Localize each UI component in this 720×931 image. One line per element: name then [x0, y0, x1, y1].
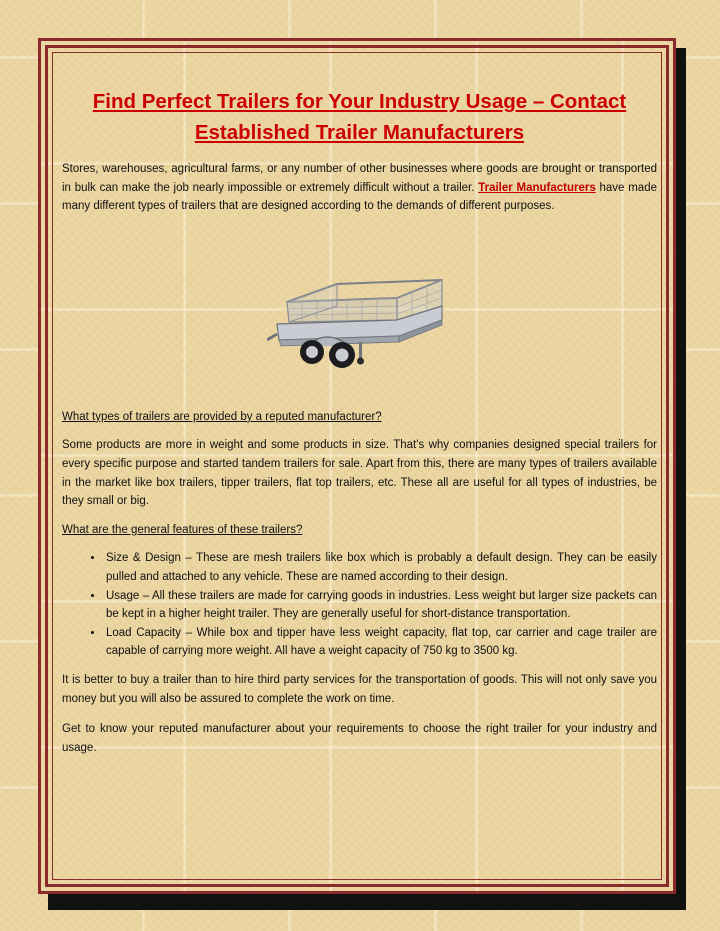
page-title: Find Perfect Trailers for Your Industry Usage – Contact Established Trailer Manufacturers	[92, 90, 627, 144]
paragraph-buy: It is better to buy a trailer than to hire third party services for the transportation of goods. This will not only save you money but you will also be assured to complete the work on time.	[62, 673, 657, 705]
list-item: • Usage – All these trailers are made for carrying goods in industries. Less weight but larger size packets can be kept in a higher height trailer. They are generally useful for short-distance transportation.	[104, 587, 657, 624]
section-heading-trailer-types: What types of trailers are provided by a reputed manufacturer?	[62, 410, 382, 423]
section-heading-features: What are the general features of these trailers?	[62, 523, 303, 536]
intro-paragraph	[62, 160, 657, 216]
features-list	[62, 549, 657, 661]
trailer-image-area	[62, 216, 657, 408]
intro-text-before: Stores, warehouses, agricultural farms, or any number of other businesses where goods are brought or transported in bulk can make the job nearly impossible or extremely difficult without a trailer.	[62, 163, 657, 194]
trailer-manufacturers-link[interactable]: Trailer Manufacturers	[478, 181, 596, 194]
list-item: • Load Capacity – While box and tipper have less weight capacity, flat top, car carrier and cage trailer are capable of carrying more weight. All have a weight capacity of 750 kg to 3500 kg.	[104, 624, 657, 661]
list-item: • Size & Design – These are mesh trailers like box which is probably a default design. They can be easily pulled and attached to any vehicle. These are named according to their design.	[104, 549, 657, 586]
intro-text-after: have made many different types of trailers that are designed according to the demands of different purposes.	[62, 181, 657, 213]
trailer-image	[267, 262, 457, 372]
section-body-trailer-types: Some products are more in weight and some products in size. That's why companies designed special trailers for every specific purpose and started tandem trailers for sale. Apart from this, there are many types of trailers available in the market like box trailers, tipper trailers, flat top trailers, etc. These all are useful for all types of industries, be they small or big.	[62, 439, 657, 508]
paragraph-contact: Get to know your reputed manufacturer about your requirements to choose the right trailer for your industry and usage.	[62, 723, 657, 754]
document-content	[62, 84, 657, 757]
